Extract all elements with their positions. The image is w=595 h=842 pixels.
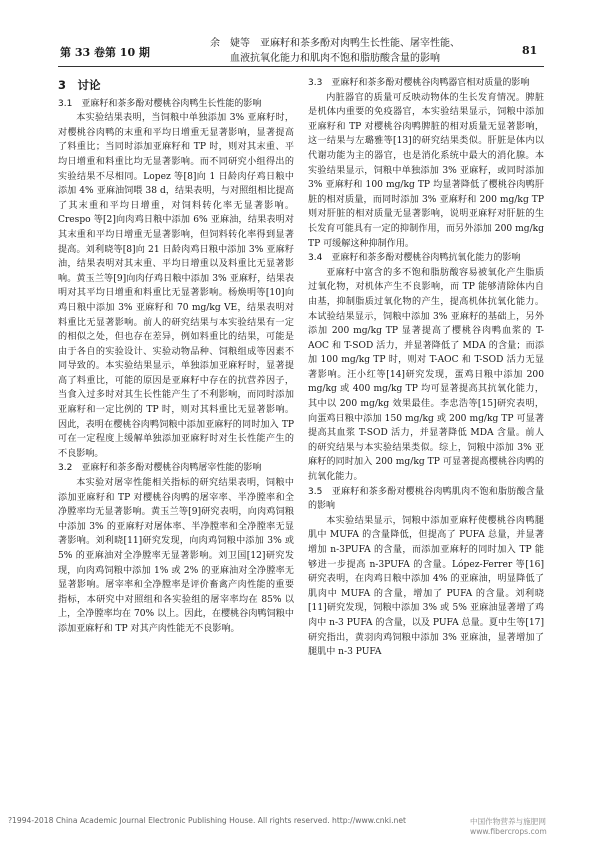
section-title-discussion: 3 讨论 xyxy=(58,78,101,92)
subsection-3-2-title: 3.2 亚麻籽和茶多酚对樱桃谷肉鸭屠宰性能的影响 xyxy=(58,463,262,474)
page-header xyxy=(0,0,595,70)
running-title-line-2: 血液抗氧化能力和肌肉不饱和脂肪酸含量的影响 xyxy=(230,53,440,64)
subsection-3-5-title: 3.5 亚麻籽和茶多酚对樱桃谷肉鸭肌肉不饱和脂肪酸含量的影响 xyxy=(308,486,544,512)
subsection-3-4-title: 3.4 亚麻籽和茶多酚对樱桃谷肉鸭抗氧化能力的影响 xyxy=(308,253,521,264)
running-title xyxy=(175,36,495,66)
running-title-line-1: 余 婕等 亚麻籽和茶多酚对肉鸭生长性能、屠宰性能、 xyxy=(210,38,460,49)
page-footer xyxy=(0,806,595,842)
subsection-3-5-paragraph: 本实验结果显示，饲粮中添加亚麻籽使樱桃谷肉鸭腿肌中 MUFA 的含量降低，但提高了 PUFA 总量，并显著增加 n-3PUFA 的含量，而添加亚麻籽的同时加入 TP 能够进一步提高 n-3PUFA 的含量。López-Ferrer 等[16]研究表明，在肉鸡日粮中添加 4% 的亚麻油，明显降低了肌肉中 MUFA 的含量，增加了 PUFA 的含量。刘利晓[11]研究发现，饲粮中添加 3% 或 5% 亚麻油显著增了鸡肉中 n-3 PUFA 的含量，以及 PUFA 总量。夏中生等[17]研究指出，黄羽肉鸡饲粮中添加 3% 亚麻油，显著增加了腿肌中 n-3 PUFA xyxy=(308,515,544,658)
subsection-3-1-title: 3.1 亚麻籽和茶多酚对樱桃谷肉鸭生长性能的影响 xyxy=(58,98,262,109)
journal-volume-issue: 第 33 卷第 10 期 xyxy=(60,46,150,59)
header-rule xyxy=(58,66,544,67)
copyright-notice: ?1994-2018 China Academic Journal Electronic Publishing House. All rights reserved. http://www.cnki.net xyxy=(8,816,407,825)
left-column xyxy=(58,76,294,796)
subsection-3-2-paragraph: 本实验对屠宰性能相关指标的研究结果表明，饲粮中添加亚麻籽和 TP 对樱桃谷肉鸭的屠宰率、半净膛率和全净膛率均无显著影响。黄玉兰等[9]研究表明，向肉鸡饲粮中添加 3% 的亚麻籽对屠体率、半净膛率和全净膛率无显著影响。刘利晓[11]研究发现，向肉鸡饲粮中添加 3% 或 5% 的亚麻油对全净膛率无显著影响。刘卫国[12]研究发现，向肉鸡饲粮中添加 1% 或 2% 的亚麻油对全净膛率无显著影响。屠宰率和全净膛率是评价畜禽产肉性能的重要指标，本研究中对照组和各实验组的屠宰率均在 85% 以上，全净膛率均在 70% 以上。因此，在樱桃谷肉鸭饲粮中添加亚麻籽和 TP 对其产肉性能无不良影响。 xyxy=(58,478,294,634)
right-column xyxy=(308,76,544,796)
subsection-3-4-paragraph: 亚麻籽中富含的多不饱和脂肪酸容易被氧化产生脂质过氧化物，对机体产生不良影响，而 TP 能够清除体内自由基，抑制脂质过氧化物的产生，提高机体抗氧化能力。本试验结果显示，饲粮中添加 3% 亚麻籽的基础上，另外添加 200 mg/kg TP 显著提高了樱桃谷肉鸭血浆的 T-AOC 和 T-SOD 活力，并显著降低了 MDA 的含量；而添加 100 mg/kg TP 时，则对 T-AOC 和 T-SOD 活力无显著影响。汪小红等[14]研究发现，蛋鸡日粮中添加 200 mg/kg 或 400 mg/kg TP 均可显著提高其抗氧化能力，其中以 200 mg/kg 效果最佳。李忠浩等[15]研究表明，向蛋鸡日粮中添加 150 mg/kg 或 200 mg/kg TP 可显著提高其血浆 T-SOD 活力，并显著降低 MDA 含量。前人的研究结果与本实验结果类似。综上，饲粮中添加 3% 亚麻籽的同时加入 200 mg/kg TP 可显著提高樱桃谷肉鸭的抗氧化能力。 xyxy=(308,267,544,483)
subsection-3-3-paragraph: 内脏器官的质量可反映动物体的生长发育情况。脾脏是机体内重要的免疫器官，本实验结果显示，饲粮中添加亚麻籽和 TP 对樱桃谷肉鸭脾脏的相对质量无显著影响，这一结果与左璐雅等[13]的研究结果类似。肝脏是体内以代谢功能为主的器官，也是消化系统中最大的消化腺。本实验结果显示，饲粮中单独添加 3% 亚麻籽，或同时添加 3% 亚麻籽和 100 mg/kg TP 均显著降低了樱桃谷肉鸭肝脏的相对质量，而同时添加 3% 亚麻籽和 200 mg/kg TP 则对肝脏的相对质量无显著影响，说明亚麻籽对肝脏的生长发育可能具有一定的抑制作用，而另外添加 200 mg/kg TP 可缓解这种抑制作用。 xyxy=(308,92,544,249)
page-number: 81 xyxy=(522,44,538,57)
subsection-3-3-title: 3.3 亚麻籽和茶多酚对樱桃谷肉鸭器官相对质量的影响 xyxy=(308,78,530,88)
subsection-3-1-paragraph: 本实验结果表明，当饲粮中单独添加 3% 亚麻籽时，对樱桃谷肉鸭的末重和平均日增重无显著影响，显著提高了料重比；当同时添加亚麻籽和 TP 时，则对其末重、平均日增重和料重比均无显著影响。而不同研究小组得出的实验结果不尽相同。Lopez 等[8]向 1 日龄肉仔鸡日粮中添加 4% 亚麻油饲喂 38 d，结果表明，与对照组相比提高了其末重和平均日增重，对饲料转化率无显著影响。Crespo 等[2]向肉鸡日粮中添加 6% 亚麻油，结果表明对其末重和平均日增重无显著影响，但饲料转化率得到显著提高。刘利晓等[8]向 21 日龄肉鸡日粮中添加 3% 亚麻籽油，结果表明对其末重、平均日增重以及料重比无显著影响。黄玉兰等[9]向肉仔鸡日粮中添加 3% 亚麻籽，结果表明对其平均日增重和料重比无显著影响。杨焕明等[10]向鸡日粮中添加 3% 亚麻籽和 70 mg/kg VE，结果表明对料重比无显著影响。前人的研究结果与本实验结果有一定的相似之处，但也存在差异，例如料重比的结果，可能是由于各自的实验设计、实验动物品种、饲粮组成等因素不同导致的。本实验结果显示，单独添加亚麻籽时，显著提高了料重比，可能的原因是亚麻籽中存在的抗营养因子，当食入过多时对其生长性能产生了不利影响，而同时添加亚麻籽和一定比例的 TP 时，则对其料重比无显著影响。因此，表明在樱桃谷肉鸭饲粮中添加亚麻籽的同时加入 TP 可在一定程度上缓解单独添加亚麻籽时对生长性能产生的不良影响。 xyxy=(58,113,294,459)
watermark-text: 中国作物营养与施肥网 www.fibercrops.com xyxy=(470,817,547,836)
